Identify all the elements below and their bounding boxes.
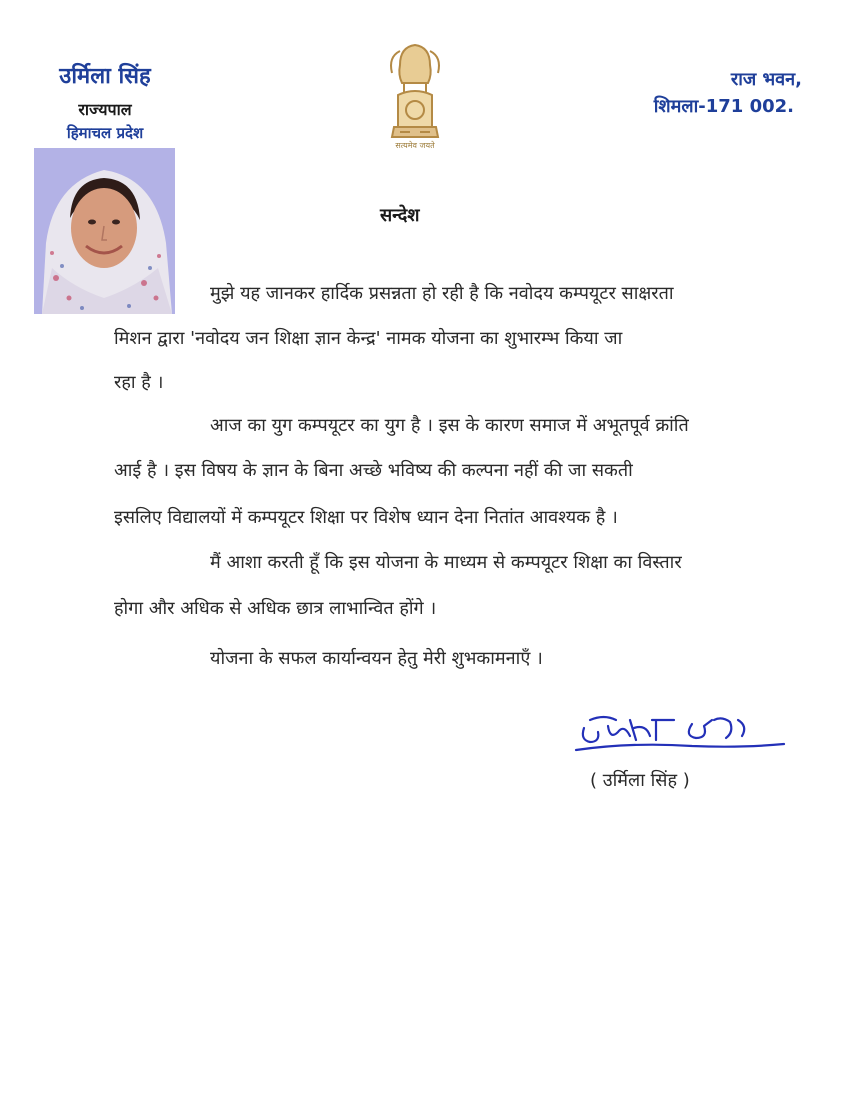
body-line: मैं आशा करती हूँ कि इस योजना के माध्यम से कम्पयूटर शिक्षा का विस्तार [210,552,682,573]
body-line: इसलिए विद्यालयों में कम्पयूटर शिक्षा पर विशेष ध्यान देना नितांत आवश्यक है । [114,507,618,528]
handwritten-signature [572,706,787,768]
body-line: मुझे यह जानकर हार्दिक प्रसन्नता हो रही है कि नवोदय कम्पयूटर साक्षरता [210,283,674,304]
emblem-motto: सत्यमेव जयते [395,141,435,150]
address-line-1: राज भवन, [730,69,802,90]
letter-heading: सन्देश [380,205,420,226]
address-line-2: शिमला-171 002. [653,96,794,117]
body-line: होगा और अधिक से अधिक छात्र लाभान्वित होंगे । [114,598,437,619]
body-line: मिशन द्वारा 'नवोदय जन शिक्षा ज्ञान केन्द्र' नामक योजना का शुभारम्भ किया जा [114,328,623,349]
body-line: आज का युग कम्पयूटर का युग है । इस के कारण समाज में अभूतपूर्व क्रांति [210,415,689,436]
body-line: रहा है । [114,372,164,393]
portrait-photo [34,148,175,314]
body-line: योजना के सफल कार्यान्वयन हेतु मेरी शुभकामनाएँ । [210,648,543,669]
sender-title: राज्यपाल [78,100,132,119]
sender-name: उर्मिला सिंह [59,64,151,89]
sender-state: हिमाचल प्रदेश [66,124,144,142]
body-line: आई है । इस विषय के ज्ञान के बिना अच्छे भविष्य की कल्पना नहीं की जा सकती [114,460,633,481]
signatory-name: ( उर्मिला सिंह ) [590,770,690,791]
